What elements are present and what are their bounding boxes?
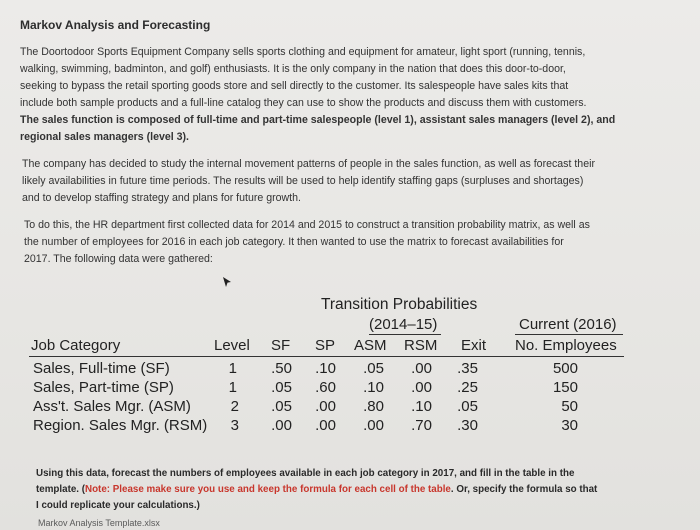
text-line: the number of employees for 2016 in each job category. It then wanted to use the matrix to forecast availabilities for: [24, 236, 564, 248]
cell-sp: .00: [315, 417, 336, 434]
text-line: walking, swimming, badminton, and golf) enthusiasts. It is the only company in the nation that does this door-to-door,: [20, 63, 566, 75]
row-job: Sales, Part-time (SP): [33, 379, 174, 396]
header-level: Level: [214, 337, 250, 354]
text-line: To do this, the HR department first collected data for 2014 and 2015 to construct a transition probability matrix, as well as: [24, 219, 590, 231]
cell-sf: .00: [271, 417, 292, 434]
row-level: 3: [230, 417, 239, 434]
header-underline: [29, 356, 624, 357]
cell-sf: .05: [271, 379, 292, 396]
row-level: 1: [228, 360, 237, 377]
cell-sp: .60: [315, 379, 336, 396]
text-run: template. (: [36, 484, 85, 495]
header-sf: SF: [271, 337, 291, 354]
instructions-paragraph: [36, 466, 636, 514]
cell-exit: .05: [457, 398, 478, 415]
cell-employees: 500: [552, 360, 578, 377]
text-line-bold: The sales function is composed of full-time and part-time salespeople (level 1), assistant sales managers (level 2), and: [20, 114, 616, 126]
row-job: Region. Sales Mgr. (RSM): [33, 417, 208, 434]
cell-rsm: .10: [411, 398, 432, 415]
cell-employees: 50: [561, 398, 578, 415]
cell-exit: .25: [457, 379, 478, 396]
row-level: 2: [230, 398, 239, 415]
text-line: 2017. The following data were gathered:: [24, 253, 213, 265]
header-sp: SP: [315, 337, 336, 354]
tp-underline: [369, 334, 441, 335]
text-line: I could replicate your calculations.): [36, 500, 200, 511]
text-line: likely availabilities in future time periods. The results will be used to help identify staffing gaps (surpluses and shortages): [22, 175, 584, 187]
cell-asm: .05: [363, 360, 384, 377]
cell-asm: .80: [363, 398, 384, 415]
note-text: Note: Please make sure you use and keep the formula for each cell of the table: [85, 484, 451, 495]
cell-exit: .30: [457, 417, 478, 434]
header-rsm: RSM: [404, 337, 438, 354]
text-line: The company has decided to study the internal movement patterns of people in the sales function, as well as forecast their: [22, 158, 595, 170]
cell-exit: .35: [457, 360, 478, 377]
cell-rsm: .00: [411, 379, 432, 396]
cell-rsm: .70: [411, 417, 432, 434]
current-underline: [515, 334, 623, 335]
text-line: seeking to bypass the retail sporting goods store and sell directly to the customer. Its salespeople have sales kits that: [20, 80, 569, 92]
header-job: Job Category: [31, 337, 121, 354]
cell-sf: .05: [271, 398, 292, 415]
tp-years: (2014–15): [369, 316, 438, 333]
row-job: Sales, Full-time (SF): [33, 360, 170, 377]
template-file-link[interactable]: Markov Analysis Template.xlsx: [38, 518, 160, 528]
cell-employees: 150: [552, 379, 578, 396]
text-line: and to develop staffing strategy and plans for future growth.: [22, 192, 301, 204]
text-line-bold: regional sales managers (level 3).: [20, 131, 189, 143]
header-exit: Exit: [461, 337, 487, 354]
current-title: Current (2016): [519, 316, 617, 333]
text-line: [36, 482, 636, 498]
row-level: 1: [228, 379, 237, 396]
text-line: Using this data, forecast the numbers of employees available in each job category in 2017, and fill in the table in the: [36, 468, 575, 479]
text-run: . Or, specify the formula so that: [450, 484, 598, 495]
cell-sp: .00: [315, 398, 336, 415]
cell-rsm: .00: [411, 360, 432, 377]
cell-sp: .10: [315, 360, 336, 377]
text-line: The Doortodoor Sports Equipment Company sells sports clothing and equipment for amateur, light sport (running, tennis,: [20, 46, 586, 58]
row-job: Ass't. Sales Mgr. (ASM): [33, 398, 191, 415]
cell-sf: .50: [271, 360, 292, 377]
tp-title: Transition Probabilities: [321, 296, 478, 313]
cell-asm: .00: [363, 417, 384, 434]
header-asm: ASM: [354, 337, 387, 354]
cell-employees: 30: [561, 417, 578, 434]
cell-asm: .10: [363, 379, 384, 396]
page-title: Markov Analysis and Forecasting: [20, 18, 211, 32]
text-line: include both sample products and a full-line catalog they can use to show the products and discuss them with customers.: [20, 97, 587, 109]
header-employees: No. Employees: [515, 337, 617, 354]
